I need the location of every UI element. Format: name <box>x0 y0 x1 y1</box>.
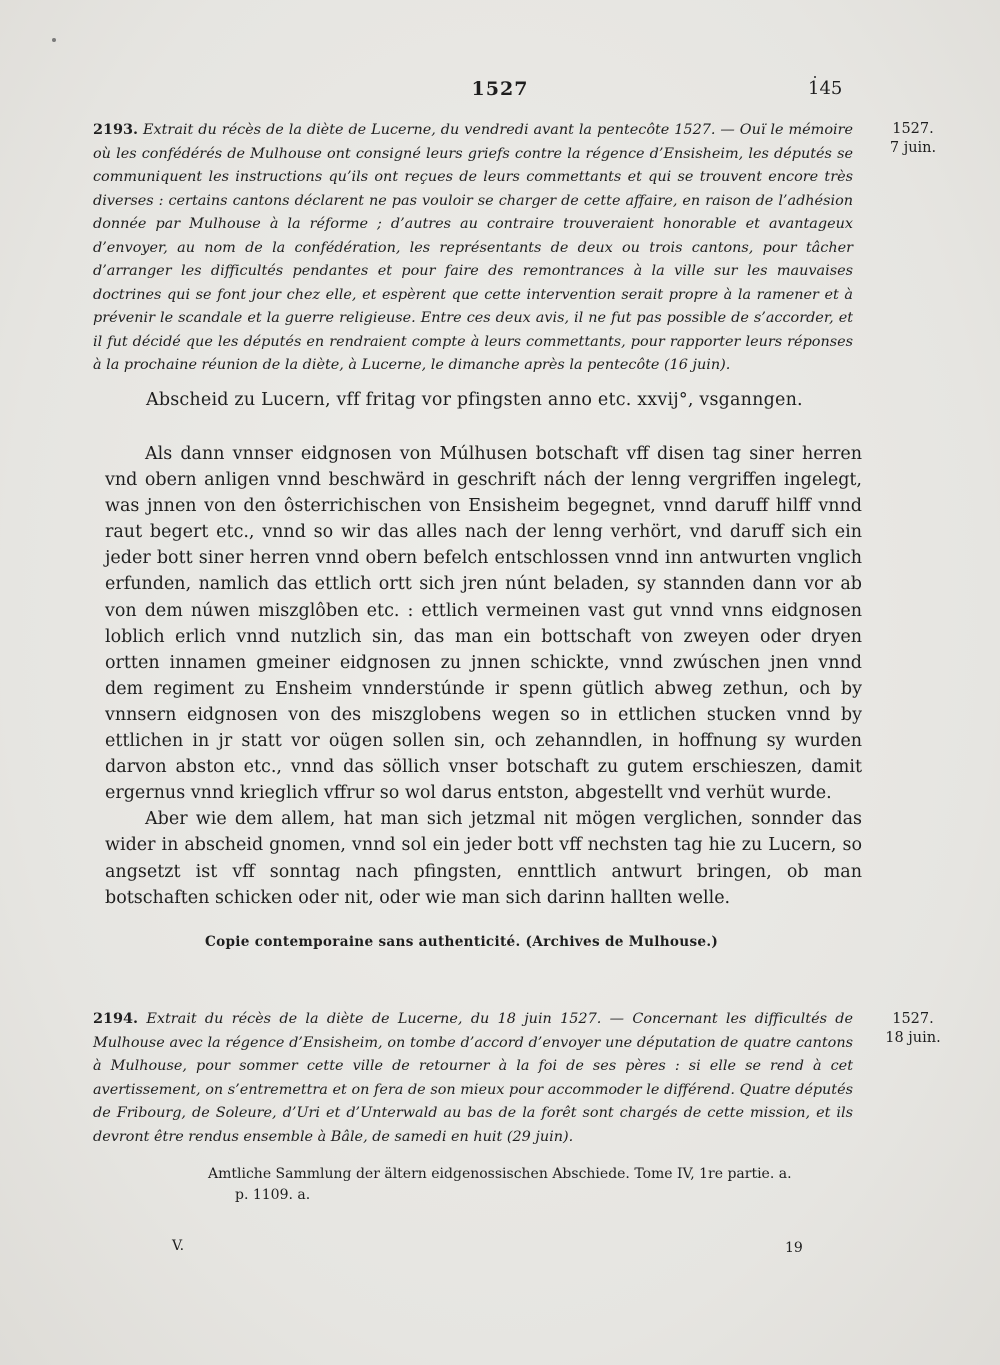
margin-year: 1527. <box>892 1011 934 1027</box>
entry-2194-margin-date <box>868 1010 958 1048</box>
entry-summary-text: Extrait du récès de la diète de Lucerne, du vendredi avant la pentecôte 1527. — Ouï le mémoire où les confédérés de Mulhouse ont consigné leurs griefs contre la régence d’Ensisheim, les députés se communiquent les instructions qu’ils ont reçues de leurs commettants et qui se trouvent encore très diverses : certains cantons déclarent ne pas vouloir se charger de cette affaire, en raison de l’adhésion donnée par Mulhouse à la réforme ; d’autres au contraire trouveraient honorable et avantageux d’envoyer, au nom de la confédération, les représentants de deux ou trois cantons, pour tâcher d’arranger les difficultés pendantes et pour faire des remontrances à la ville sur les mauvaises doctrines qui se font jour chez elle, et espèrent que cette intervention serait propre à la ramener et à prévenir le scandale et la guerre religieuse. Entre ces deux avis, il ne fut pas possible de s’accorder, et il fut décidé que les députés en rendraient compte à leurs commettants, pour rapporter leurs réponses à la prochaine réunion de la diète, à Lucerne, le dimanche après la pentecôte (16 juin). <box>93 122 853 373</box>
bibliographic-reference <box>208 1164 878 1205</box>
entry-2193-margin-date <box>868 120 958 158</box>
margin-day: 7 juin. <box>889 140 937 156</box>
entry-number: 2193. <box>93 121 139 138</box>
entry-number: 2194. <box>93 1010 139 1027</box>
entry-summary-text: Extrait du récès de la diète de Lucerne, du 18 juin 1527. — Concernant les difficultés de Mulhouse avec la régence d’Ensisheim, on tombe d’accord d’envoyer une députation de quatre cantons à Mulhouse, pour sommer cette ville de retourner à la foi de ses pères : si elle se rend à cet avertissement, on s’entremettra et on fera de son mieux pour accommoder le différend. Quatre députés de Fribourg, de Soleure, d’Uri et d’Unterwald au bas de la forêt sont chargés de cette mission, et ils devront être rendus ensemble à Bâle, de samedi en huit (29 juin). <box>93 1011 853 1145</box>
entry-2194-summary <box>93 1007 853 1149</box>
body-paragraph: Aber wie dem allem, hat man sich jetzmal nit mögen verglichen, sonnder das wider in abscheid gnomen, vnnd sol ein jeder bott vff nechsten tag hie zu Lucern, so angsetzt ist vff sonntag nach pfingsten, ennttlich antwurt bringen, ob man botschaften schicken oder nit, oder wie man sich darinn hallten welle. <box>105 809 862 908</box>
entry-2193-summary <box>93 118 853 378</box>
paper-speck <box>52 38 56 42</box>
source-note: Copie contemporaine sans authenticité. (Archives de Mulhouse.) <box>205 934 719 950</box>
page-number: 145 <box>808 78 843 99</box>
margin-day: 18 juin. <box>885 1030 941 1046</box>
signature-mark: V. <box>172 1238 185 1254</box>
sheet-number: 19 <box>785 1240 803 1256</box>
document-body <box>105 441 862 911</box>
margin-year: 1527. <box>892 121 934 137</box>
reference-line: p. 1109. a. <box>235 1186 311 1203</box>
document-title: Abscheid zu Lucern, vff fritag vor pfingsten anno etc. xxvij°, vsganngen. <box>146 390 803 410</box>
body-paragraph: Als dann vnnser eidgnosen von Múlhusen botschaft vff disen tag siner herren vnd obern anligen vnnd beschwärd in geschrift nách der lenng vergriffen ingelegt, was jnnen von den ôsterrichischen von Ensisheim begegnet, vnnd daruff hilff vnnd raut begert etc., vnnd so wir das alles nach der lenng verhört, vnd daruff sich ein jeder bott siner herren vnnd obern befelch entschlossen vnnd inn antwurten vnglich erfunden, namlich das ettlich ortt sich jren núnt beladen, sy stannden dann vor ab von dem núwen miszglôben etc. : ettlich vermeinen vast gut vnnd vnns eidgnosen loblich erlich vnnd nutzlich sin, das man ein bottschaft von zweyen oder dryen ortten innamen gmeiner eidgnosen zu jnnen schickte, vnnd zwúschen jnen vnnd dem regiment zu Ensheim vnnderstúnde ir spenn gütlich abweg zethun, och by vnnsern eidgnosen von des miszglobens wegen so in ettlichen stucken vnnd by ettlichen in jr statt vor oügen sollen sin, och zehanndlen, in hoffnung sy wurden darvon abston etc., vnnd das söllich vnser botschaft zu gutem erschieszen, damit ergernus vnnd krieglich vffrur so wol darus entston, abgestellt vnd verhüt wurde. <box>105 444 862 804</box>
reference-line: Amtliche Sammlung der ältern eidgenossischen Abschiede. Tome IV, 1re partie. a. <box>208 1166 792 1182</box>
running-header-year: 1527 <box>471 78 529 100</box>
